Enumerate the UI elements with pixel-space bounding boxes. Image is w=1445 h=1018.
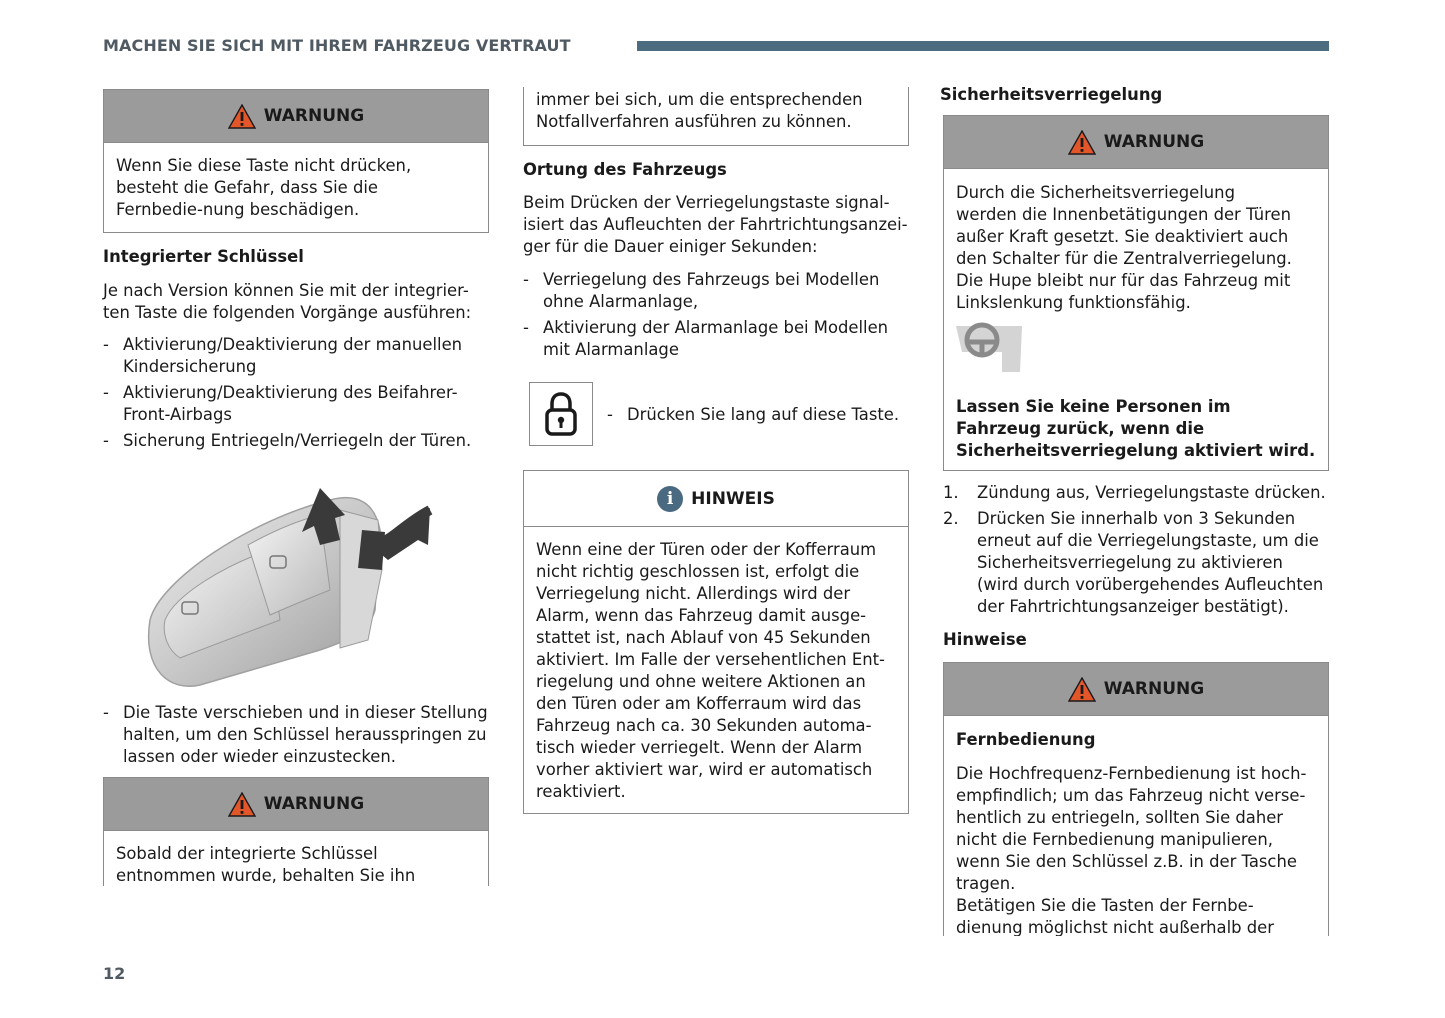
list-item: - Aktivierung der Alarmanlage bei Modellen mit Alarmanlage <box>523 317 909 361</box>
warning-box-deadlock <box>943 115 1329 471</box>
page-header-title: MACHEN SIE SICH MIT IHREM FAHRZEUG VERTRAUT <box>103 36 571 55</box>
warning-title: WARNUNG <box>263 794 365 814</box>
list-item: - Aktivierung/Deaktivierung des Beifahrer-Front-Airbags <box>103 382 489 426</box>
vehicle-locate-list <box>523 269 909 361</box>
padlock-icon <box>544 391 578 437</box>
warning-triangle-icon <box>1068 130 1096 155</box>
warning-box-key <box>103 777 489 886</box>
warning-text: immer bei sich, um die entsprechenden Notfallverfahren ausführen zu können. <box>536 90 863 131</box>
header-bar <box>637 41 1329 51</box>
warning-bold-text: Lassen Sie keine Personen im Fahrzeug zurück, wenn die Sicherheitsverriegelung aktiviert wird. <box>956 397 1316 460</box>
warning-box-header <box>944 116 1328 169</box>
warning-box-continuation <box>523 87 909 146</box>
integrated-key-intro: Je nach Version können Sie mit der integrier-ten Taste die folgenden Vorgänge ausführen: <box>103 281 472 322</box>
list-item: - Aktivierung/Deaktivierung der manuellen Kindersicherung <box>103 334 489 378</box>
warning-text: Sobald der integrierte Schlüssel entnommen wurde, behalten Sie ihn <box>116 844 416 885</box>
steering-wheel-lhd-icon <box>956 322 1024 374</box>
warning-box-remote-sensitivity <box>943 662 1329 936</box>
warning-text: Betätigen Sie die Tasten der Fernbe-dienung möglichst nicht außerhalb der <box>956 896 1275 936</box>
section-title-deadlock: Sicherheitsverriegelung <box>940 85 1163 104</box>
warning-title: WARNUNG <box>1103 132 1205 152</box>
note-box <box>523 470 909 814</box>
lock-button-picture <box>529 382 593 446</box>
key-release-list <box>103 702 493 768</box>
warning-title: WARNUNG <box>1103 679 1205 699</box>
key-fob-illustration <box>130 470 440 690</box>
step-text: Zündung aus, Verriegelungstaste drücken. <box>977 483 1326 502</box>
page-number: 12 <box>103 964 126 983</box>
note-text: Wenn eine der Türen oder der Kofferraum nicht richtig geschlossen ist, erfolgt die Verriegelung nicht. Allerdings wird der Alarm, wenn das Fahrzeug damit ausge-stattet ist, nach Ablauf von 45 Sekunden aktiviert. Im Falle der versehentlichen Ent-riegelung und ohne weitere Aktionen an den Türen oder am Kofferraum wird das Fahrzeug nach ca. 30 Sekunden automa-tisch wieder verriegelt. Wenn der Alarm vorher aktiviert war, wird er automatisch reaktiviert. <box>536 540 885 801</box>
note-box-header <box>524 471 908 527</box>
step-item <box>943 508 1329 618</box>
section-title-integrated-key: Integrierter Schlüssel <box>103 247 304 266</box>
warning-title: WARNUNG <box>263 106 365 126</box>
deadlock-steps <box>943 482 1329 618</box>
warning-triangle-icon <box>1068 677 1096 702</box>
lock-instruction-list <box>607 404 907 426</box>
warning-box-header <box>944 663 1328 716</box>
warning-triangle-icon <box>228 792 256 817</box>
warning-box-header <box>104 778 488 831</box>
warning-text: Durch die Sicherheitsverriegelung werden die Innenbetätigungen der Türen außer Kraft gesetzt. Sie deaktiviert auch den Schalter für die Zentralverriegelung. <box>956 183 1292 268</box>
step-text: Drücken Sie innerhalb von 3 Sekunden erneut auf die Verriegelungstaste, um die Sicherheitsverriegelung zu aktivieren (wird durch vorübergehendes Aufleuchten der Fahrtrichtungsanzeiger bestätigt). <box>977 509 1324 616</box>
warning-box-header <box>104 90 488 143</box>
warning-subtitle: Fernbedienung <box>956 730 1096 749</box>
step-item <box>943 482 1329 504</box>
warning-triangle-icon <box>228 104 256 129</box>
vehicle-locate-intro: Beim Drücken der Verriegelungstaste signal-isiert das Aufleuchten der Fahrtrichtungsanzei-ger für die Dauer einiger Sekunden: <box>523 193 908 256</box>
info-icon: i <box>657 486 683 512</box>
warning-box-remote <box>103 89 489 233</box>
warning-text: Wenn Sie diese Taste nicht drücken, besteht die Gefahr, dass Sie die Fernbedie-nung beschädigen. <box>116 156 412 219</box>
list-item: - Die Taste verschieben und in dieser Stellung halten, um den Schlüssel herausspringen zu lassen oder wieder einzustecken. <box>103 702 493 768</box>
section-title-notes: Hinweise <box>943 630 1027 649</box>
section-title-vehicle-locate: Ortung des Fahrzeugs <box>523 160 727 179</box>
list-item: - Verriegelung des Fahrzeugs bei Modellen ohne Alarmanlage, <box>523 269 909 313</box>
integrated-key-list <box>103 334 489 452</box>
warning-text: Die Hochfrequenz-Fernbedienung ist hoch-empfindlich; um das Fahrzeug nicht verse-hentlich zu entriegeln, sollten Sie daher nicht die Fernbedienung manipulieren, wenn Sie den Schlüssel z.B. in der Tasche tragen. <box>956 764 1307 893</box>
list-item: - Sicherung Entriegeln/Verriegeln der Türen. <box>103 430 489 452</box>
list-item: - Drücken Sie lang auf diese Taste. <box>607 404 907 426</box>
step-number: 2. <box>943 509 959 528</box>
step-number: 1. <box>943 483 959 502</box>
warning-text: Die Hupe bleibt nur für das Fahrzeug mit Linkslenkung funktionsfähig. <box>956 271 1291 312</box>
note-title: HINWEIS <box>691 488 775 509</box>
